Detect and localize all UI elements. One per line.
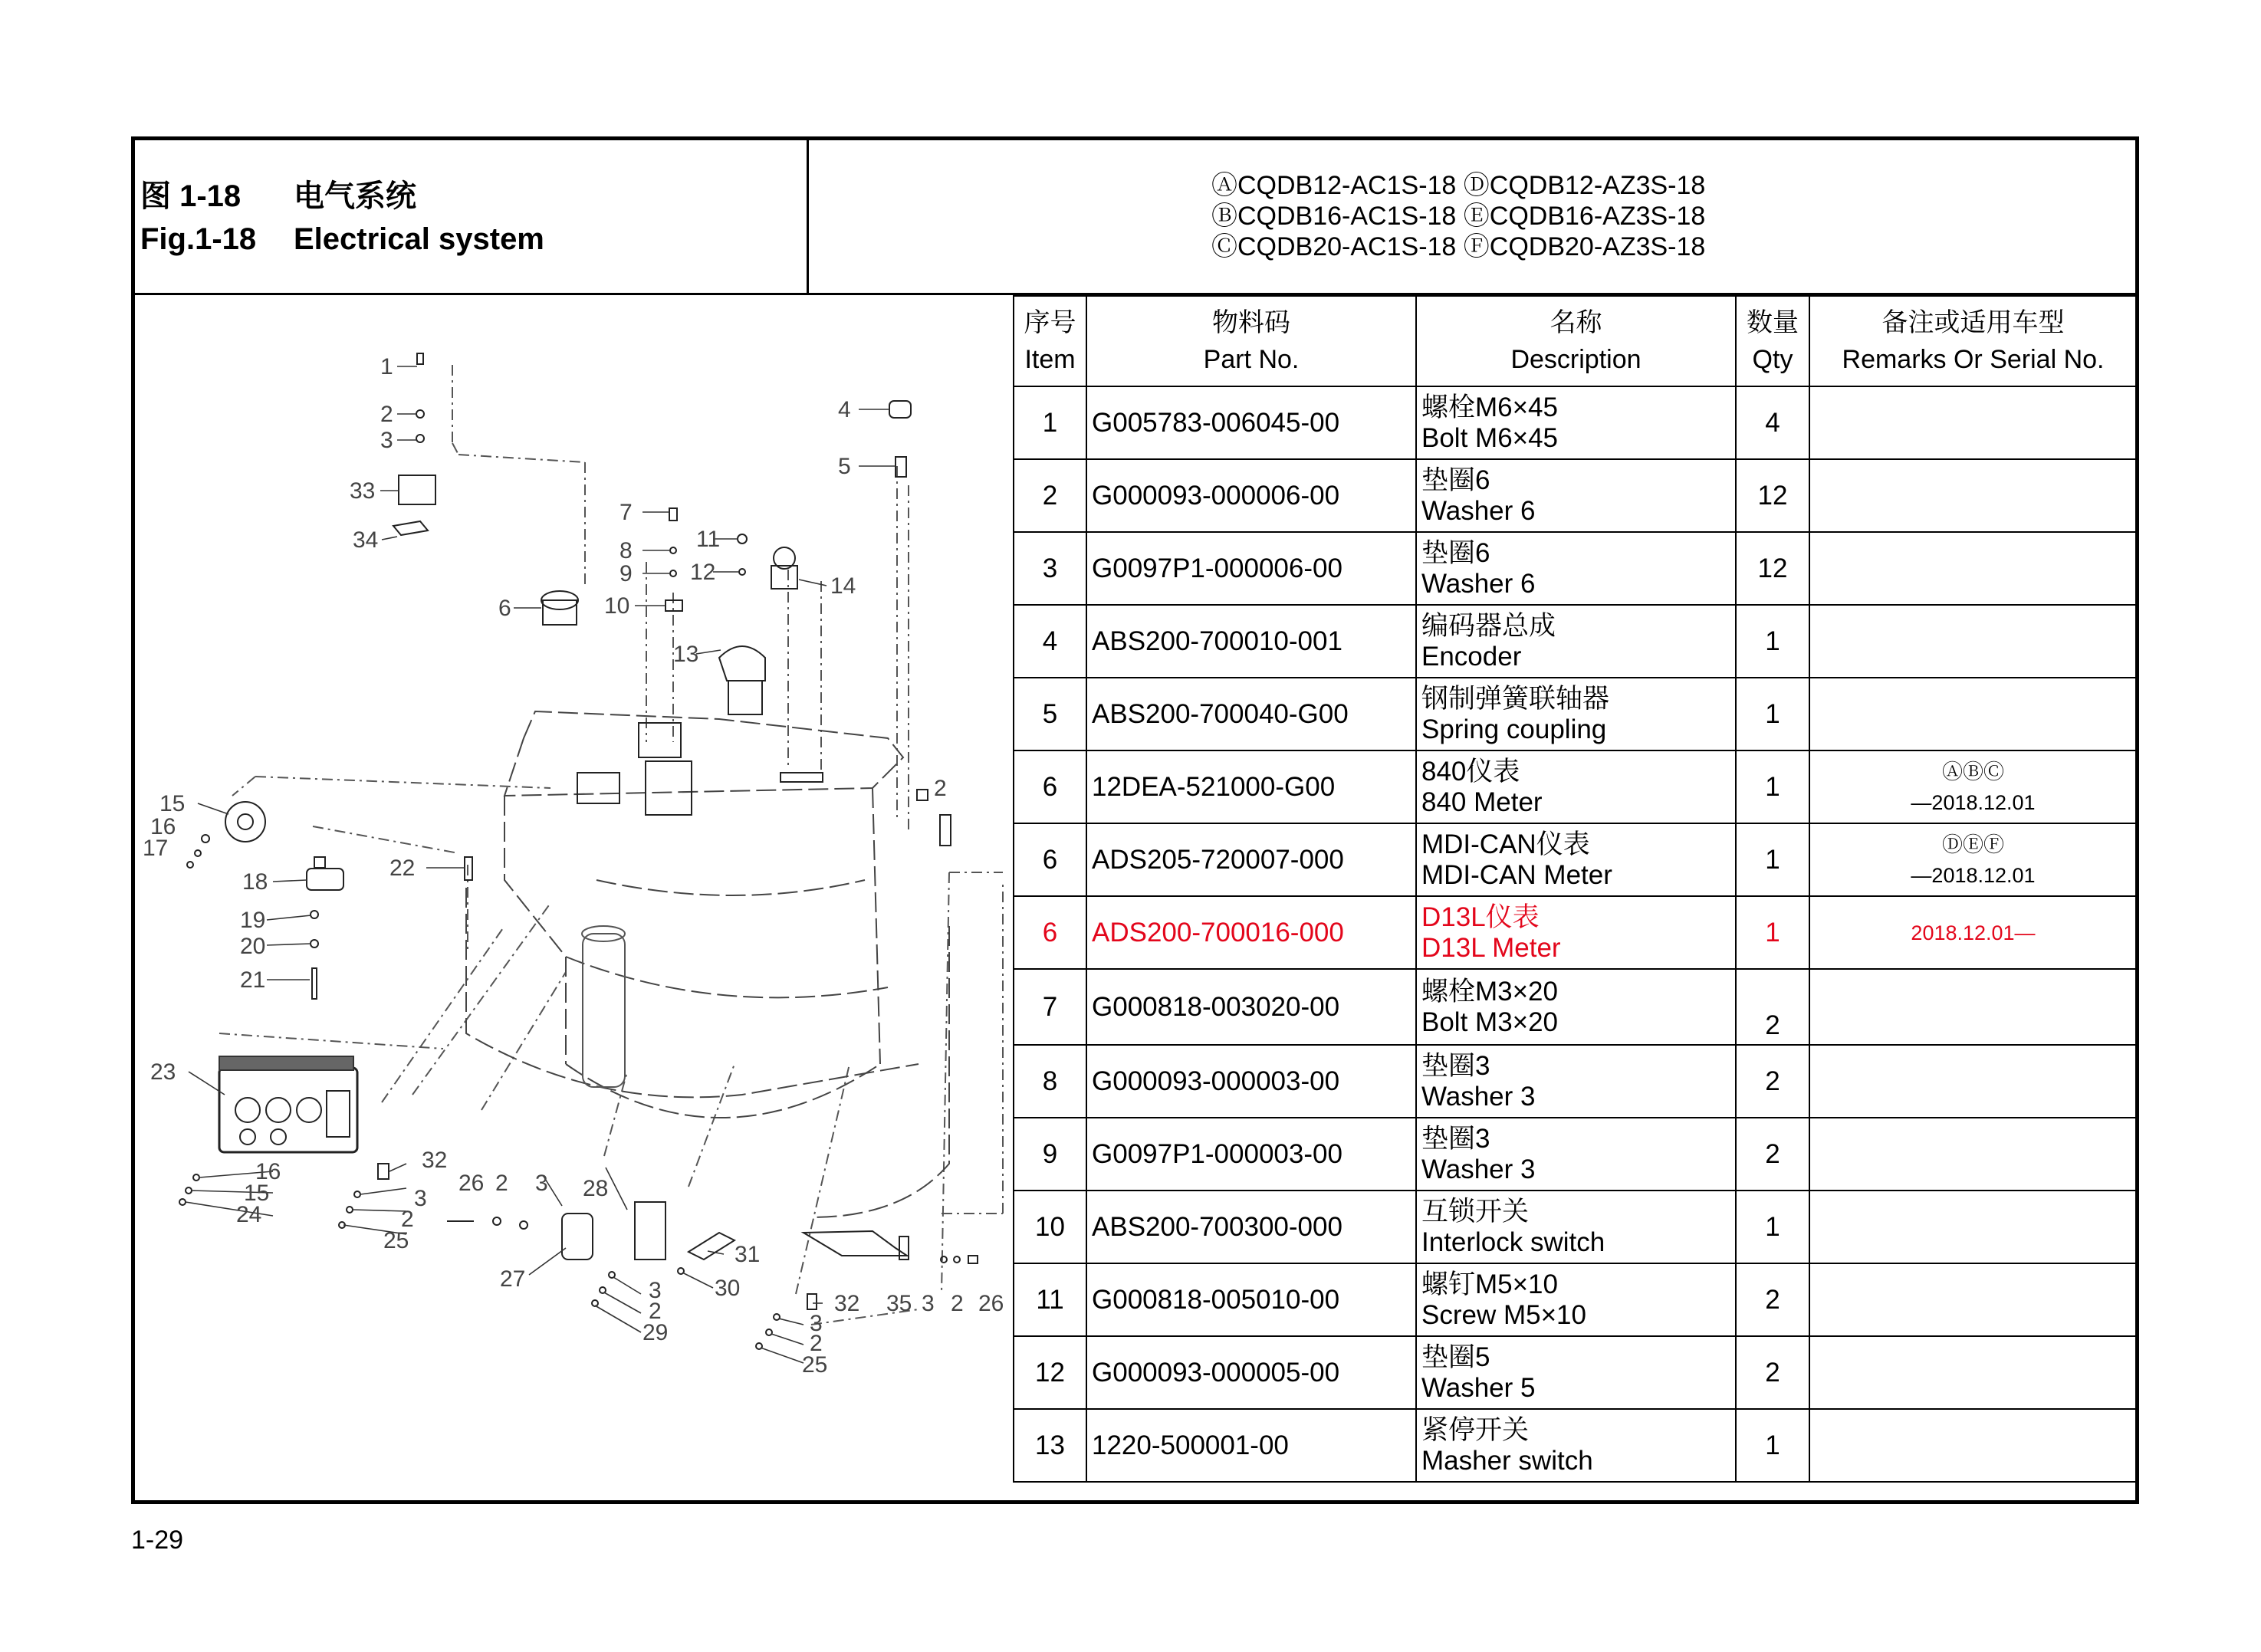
part-no-cell: G000818-005010-00	[1086, 1263, 1416, 1336]
remarks-cell	[1809, 532, 2137, 605]
model-line: ⒶCQDB12-AC1S-18 ⒹCQDB12-AZ3S-18	[1211, 171, 1706, 200]
qty-cell: 2	[1736, 1045, 1809, 1118]
header-item: 序号 Item	[1014, 296, 1086, 386]
callout-label: 2	[495, 1171, 508, 1196]
callout-label: 17	[143, 836, 169, 861]
parts-table	[1013, 295, 2138, 1483]
qty-cell: 1	[1736, 1191, 1809, 1263]
description-zh: D13L仪表	[1421, 902, 1540, 932]
qty-cell: 2	[1736, 969, 1809, 1045]
table-row	[1014, 678, 2137, 750]
part-no-cell: 12DEA-521000-G00	[1086, 750, 1416, 823]
description-cell	[1416, 605, 1736, 678]
callout-label: 2	[810, 1331, 823, 1356]
callout-label: 12	[690, 560, 716, 585]
callout-label: 35	[886, 1291, 912, 1316]
callout-label: 26	[978, 1291, 1004, 1316]
header-description: 名称 Description	[1416, 296, 1736, 386]
callout-label: 6	[498, 596, 511, 621]
description-zh: 垫圈3	[1421, 1050, 1490, 1081]
callout-label: 25	[802, 1352, 828, 1378]
remarks-cell	[1809, 678, 2137, 750]
description-zh: 垫圈6	[1421, 537, 1490, 568]
callout-label: 16	[150, 814, 176, 839]
description-zh: 编码器总成	[1421, 610, 1556, 641]
part-no-cell: G0097P1-000006-00	[1086, 532, 1416, 605]
qty-cell: 4	[1736, 386, 1809, 459]
callout-label: 31	[734, 1242, 761, 1267]
remarks-cell	[1809, 386, 2137, 459]
description-zh: 螺栓M6×45	[1421, 392, 1558, 422]
table-row	[1014, 1045, 2137, 1118]
description-en: Spring coupling	[1421, 714, 1607, 744]
callout-label: 3	[535, 1171, 548, 1196]
description-cell	[1416, 896, 1736, 969]
item-cell: 12	[1014, 1336, 1086, 1409]
table-row	[1014, 823, 2137, 896]
table-row	[1014, 1263, 2137, 1336]
description-en: Masher switch	[1421, 1445, 1593, 1476]
callout-label: 3	[380, 428, 393, 453]
remarks-line: —2018.12.01	[1911, 863, 2036, 887]
table-row	[1014, 459, 2137, 532]
callout-label: 25	[383, 1228, 409, 1253]
callout-label: 9	[619, 561, 633, 586]
remarks-cell	[1809, 969, 2137, 1045]
description-en: Washer 3	[1421, 1154, 1536, 1184]
description-en: MDI-CAN Meter	[1421, 859, 1612, 890]
item-cell: 2	[1014, 459, 1086, 532]
item-cell: 4	[1014, 605, 1086, 678]
table-row	[1014, 1336, 2137, 1409]
remarks-cell	[1809, 1336, 2137, 1409]
item-cell: 5	[1014, 678, 1086, 750]
description-cell	[1416, 823, 1736, 896]
table-row	[1014, 532, 2137, 605]
callout-label: 2	[649, 1299, 662, 1324]
callout-label: 14	[830, 573, 856, 599]
part-no-cell: G000093-000005-00	[1086, 1336, 1416, 1409]
callout-label: 18	[242, 869, 268, 895]
callout-label: 32	[834, 1291, 860, 1316]
description-en: Bolt M6×45	[1421, 422, 1559, 453]
callout-label: 28	[583, 1176, 609, 1201]
description-cell	[1416, 1409, 1736, 1482]
model-line: ⒸCQDB20-AC1S-18 ⒻCQDB20-AZ3S-18	[1211, 232, 1706, 261]
description-cell	[1416, 1336, 1736, 1409]
description-en: 840 Meter	[1421, 787, 1543, 817]
remarks-cell	[1809, 605, 2137, 678]
qty-cell: 1	[1736, 823, 1809, 896]
description-en: Bolt M3×20	[1421, 1007, 1559, 1037]
callout-label: 10	[604, 593, 630, 619]
figure-title-en	[140, 222, 544, 257]
callout-label: 19	[240, 908, 266, 933]
exploded-diagram	[136, 297, 1011, 1499]
description-en: Washer 3	[1421, 1081, 1536, 1112]
description-en: Washer 6	[1421, 568, 1536, 599]
callout-label: 13	[673, 642, 699, 667]
callout-label: 23	[150, 1059, 176, 1085]
description-en: Screw M5×10	[1421, 1299, 1586, 1330]
remarks-cell	[1809, 1191, 2137, 1263]
remarks-cell	[1809, 1045, 2137, 1118]
item-cell: 8	[1014, 1045, 1086, 1118]
table-row	[1014, 1409, 2137, 1482]
description-zh: 垫圈3	[1421, 1123, 1490, 1154]
remarks-cell	[1809, 1409, 2137, 1482]
callout-label: 3	[922, 1291, 935, 1316]
part-no-cell: ABS200-700040-G00	[1086, 678, 1416, 750]
item-cell: 6	[1014, 823, 1086, 896]
table-header-row	[1014, 296, 2137, 386]
part-no-cell: ABS200-700300-000	[1086, 1191, 1416, 1263]
remarks-cell	[1809, 459, 2137, 532]
description-zh: 互锁开关	[1421, 1196, 1530, 1227]
table-row	[1014, 1191, 2137, 1263]
description-zh: 螺钉M5×10	[1421, 1269, 1558, 1299]
remarks-cell	[1809, 750, 2137, 823]
table-row	[1014, 605, 2137, 678]
table-row	[1014, 386, 2137, 459]
description-en: Encoder	[1421, 641, 1522, 672]
figure-name-zh: 电气系统	[294, 179, 416, 213]
description-cell	[1416, 532, 1736, 605]
description-cell	[1416, 386, 1736, 459]
part-no-cell: G000093-000006-00	[1086, 459, 1416, 532]
callout-label: 29	[642, 1320, 669, 1345]
callout-label: 4	[838, 397, 851, 422]
item-cell: 13	[1014, 1409, 1086, 1482]
part-no-cell: 1220-500001-00	[1086, 1409, 1416, 1482]
callout-label: 15	[159, 791, 186, 816]
part-no-cell: G000818-003020-00	[1086, 969, 1416, 1045]
callout-label: 32	[422, 1148, 448, 1173]
description-cell	[1416, 1263, 1736, 1336]
qty-cell: 1	[1736, 896, 1809, 969]
qty-cell: 12	[1736, 532, 1809, 605]
remarks-line: ⒶⒷⒸ	[1942, 760, 2004, 783]
description-cell	[1416, 750, 1736, 823]
callout-label: 26	[458, 1171, 485, 1196]
item-cell: 10	[1014, 1191, 1086, 1263]
remarks-line: ⒹⒺⒻ	[1942, 833, 2004, 856]
callout-label: 16	[255, 1159, 281, 1184]
remarks-line: —2018.12.01	[1911, 790, 2036, 814]
figure-title-zh	[140, 172, 416, 215]
item-cell: 3	[1014, 532, 1086, 605]
callout-label: 7	[619, 500, 633, 525]
description-zh: 紧停开关	[1421, 1414, 1530, 1445]
qty-cell: 2	[1736, 1118, 1809, 1191]
description-cell	[1416, 678, 1736, 750]
description-cell	[1416, 459, 1736, 532]
description-zh: 垫圈5	[1421, 1342, 1490, 1372]
description-en: Washer 5	[1421, 1372, 1536, 1403]
description-en: Washer 6	[1421, 495, 1536, 526]
description-en: Interlock switch	[1421, 1227, 1605, 1257]
callout-label: 30	[715, 1276, 741, 1301]
callout-label: 2	[951, 1291, 964, 1316]
callout-label: 3	[414, 1186, 427, 1211]
item-cell: 9	[1014, 1118, 1086, 1191]
qty-cell: 1	[1736, 750, 1809, 823]
table-row	[1014, 1118, 2137, 1191]
table-row	[1014, 750, 2137, 823]
callout-label: 1	[380, 354, 393, 379]
part-no-cell: ABS200-700010-001	[1086, 605, 1416, 678]
qty-cell: 1	[1736, 605, 1809, 678]
part-no-cell: G000093-000003-00	[1086, 1045, 1416, 1118]
remarks-cell	[1809, 1263, 2137, 1336]
page-number: 1-29	[131, 1526, 184, 1555]
callout-label: 3	[649, 1278, 662, 1303]
callout-label: 21	[240, 967, 266, 993]
callout-label: 2	[934, 776, 947, 801]
table-row	[1014, 896, 2137, 969]
description-zh: 840仪表	[1421, 756, 1520, 787]
qty-cell: 2	[1736, 1336, 1809, 1409]
item-cell: 7	[1014, 969, 1086, 1045]
callout-label: 22	[389, 856, 416, 881]
header-remarks: 备注或适用车型 Remarks Or Serial No.	[1809, 296, 2137, 386]
qty-cell: 1	[1736, 678, 1809, 750]
callout-label: 24	[236, 1202, 262, 1227]
header-qty: 数量 Qty	[1736, 296, 1809, 386]
figure-number-zh: 图 1-18	[140, 179, 242, 213]
description-cell	[1416, 1118, 1736, 1191]
callout-label: 2	[401, 1207, 414, 1232]
callout-label: 3	[810, 1311, 823, 1336]
callout-label: 20	[240, 934, 266, 959]
item-cell: 11	[1014, 1263, 1086, 1336]
callout-label: 34	[353, 527, 379, 553]
callout-label: 33	[350, 478, 376, 504]
description-cell	[1416, 1045, 1736, 1118]
qty-cell: 2	[1736, 1263, 1809, 1336]
header-part-no: 物料码 Part No.	[1086, 296, 1416, 386]
remarks-cell	[1809, 823, 2137, 896]
description-zh: 垫圈6	[1421, 465, 1490, 495]
model-line: ⒷCQDB16-AC1S-18 ⒺCQDB16-AZ3S-18	[1211, 202, 1706, 231]
figure-number-en: Fig.1-18	[140, 222, 257, 256]
description-cell	[1416, 1191, 1736, 1263]
remarks-cell	[1809, 1118, 2137, 1191]
callout-label: 15	[244, 1181, 270, 1206]
remarks-line: 2018.12.01—	[1911, 921, 2036, 944]
description-zh: 螺栓M3×20	[1421, 976, 1558, 1007]
description-zh: 钢制弹簧联轴器	[1421, 683, 1610, 714]
callout-label: 8	[619, 538, 633, 563]
part-no-cell: ADS200-700016-000	[1086, 896, 1416, 969]
description-zh: MDI-CAN仪表	[1421, 829, 1590, 859]
callout-label: 11	[696, 527, 721, 552]
item-cell: 6	[1014, 750, 1086, 823]
description-cell	[1416, 969, 1736, 1045]
callout-label: 2	[380, 402, 393, 427]
description-en: D13L Meter	[1421, 932, 1561, 963]
part-no-cell: G0097P1-000003-00	[1086, 1118, 1416, 1191]
callout-label: 27	[500, 1266, 526, 1292]
figure-name-en: Electrical system	[294, 222, 544, 256]
remarks-cell	[1809, 896, 2137, 969]
header-divider	[807, 140, 809, 295]
part-no-cell: G005783-006045-00	[1086, 386, 1416, 459]
qty-cell: 12	[1736, 459, 1809, 532]
qty-cell: 1	[1736, 1409, 1809, 1482]
part-no-cell: ADS205-720007-000	[1086, 823, 1416, 896]
item-cell: 6	[1014, 896, 1086, 969]
applicable-models	[1211, 170, 1705, 262]
callout-label: 5	[838, 454, 851, 479]
item-cell: 1	[1014, 386, 1086, 459]
table-row	[1014, 969, 2137, 1045]
